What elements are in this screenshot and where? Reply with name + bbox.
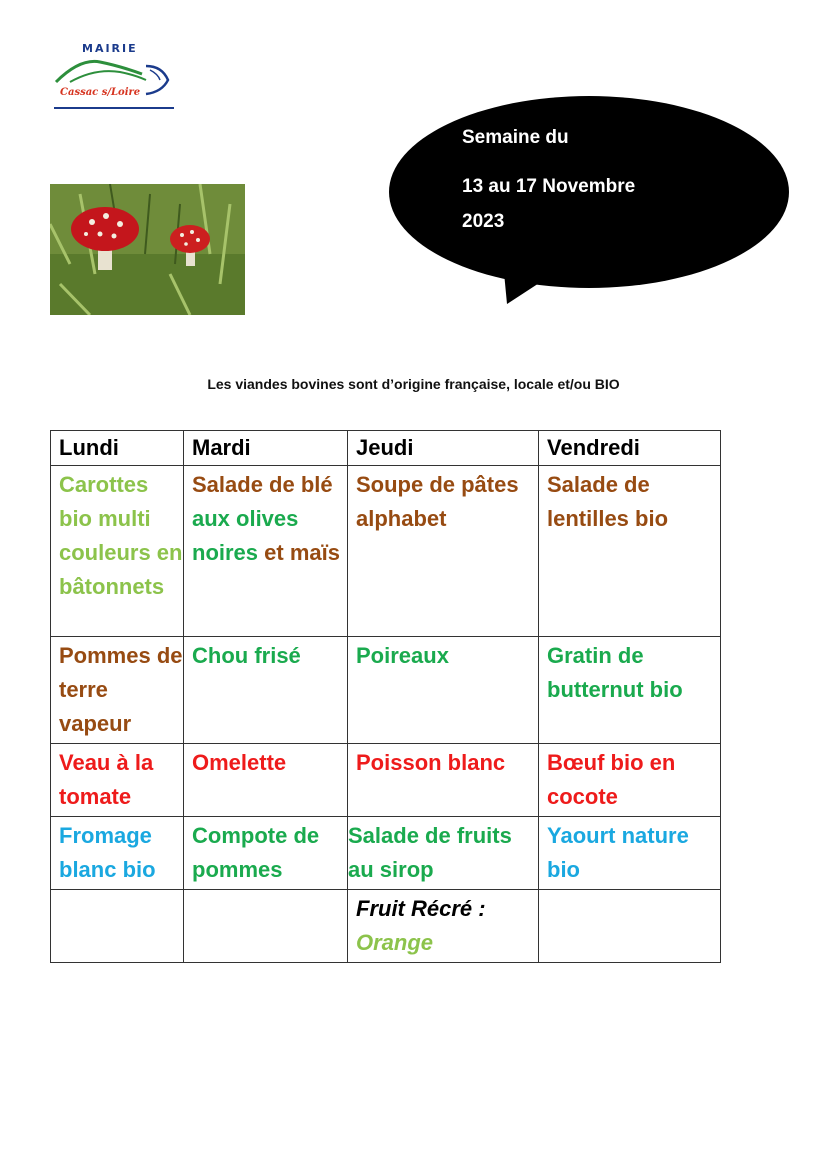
menu-cell-empty [51, 890, 184, 963]
mushroom-photo [50, 184, 245, 315]
menu-cell [539, 466, 721, 637]
menu-cell [51, 637, 184, 744]
menu-cell [348, 744, 539, 817]
menu-cell-empty [184, 890, 348, 963]
fruit-value: Orange [356, 930, 434, 955]
dish-text: Poireaux [356, 643, 449, 668]
menu-cell [539, 817, 721, 890]
logo-town: Cassac s/Loire [60, 87, 141, 98]
menu-row-mains [51, 744, 721, 817]
dish-text: Bœuf bio en cocote [547, 750, 676, 809]
menu-cell [51, 817, 184, 890]
menu-cell [348, 466, 539, 637]
menu-cell [539, 744, 721, 817]
dish-text: Salade de fruits au sirop [348, 823, 512, 882]
mairie-logo [50, 40, 178, 112]
dish-text: Soupe de pâtes alphabet [356, 472, 519, 531]
dish-text: Gratin de butternut bio [547, 643, 683, 702]
dish-text: Compote de pommes [192, 823, 320, 882]
dish-text: Pommes de terre vapeur [59, 643, 183, 736]
speech-bubble [385, 90, 795, 315]
menu-cell [348, 890, 539, 963]
week-label-line-2: 13 au 17 Novembre [462, 176, 636, 197]
dish-text: Chou frisé [192, 643, 301, 668]
menu-table [50, 430, 721, 963]
menu-cell [348, 637, 539, 744]
week-label-line-3: 2023 [462, 211, 505, 232]
dish-text: Veau à la tomate [59, 750, 154, 809]
menu-cell [184, 466, 348, 637]
dish-text: Yaourt nature bio [547, 823, 689, 882]
fruit-label: Fruit Récré : [356, 896, 486, 921]
mushroom-photo-icon [50, 184, 245, 315]
header-vendredi: Vendredi [539, 431, 721, 466]
menu-cell-empty [539, 890, 721, 963]
menu-cell [184, 637, 348, 744]
dish-text: aux olives noires [192, 506, 299, 565]
menu-cell [348, 817, 539, 890]
menu-row-sides [51, 637, 721, 744]
menu-cell [51, 744, 184, 817]
menu-row-starters [51, 466, 721, 637]
dish-text: Omelette [192, 750, 287, 775]
header-jeudi: Jeudi [348, 431, 539, 466]
meat-origin-note: Les viandes bovines sont d’origine française, locale et/ou BIO [207, 376, 620, 392]
dish-text: et maïs [258, 540, 340, 565]
menu-cell [184, 817, 348, 890]
menu-header-row [51, 431, 721, 466]
dish-text: Poisson blanc [356, 750, 506, 775]
logo-title: MAIRIE [82, 42, 138, 55]
dish-text: Carottes bio multi couleurs en bâtonnets [59, 472, 183, 599]
menu-cell [539, 637, 721, 744]
dish-text: Salade de lentilles bio [547, 472, 669, 531]
menu-row-desserts [51, 817, 721, 890]
dish-text: Fromage blanc bio [59, 823, 156, 882]
dish-text: Salade de blé [192, 472, 333, 497]
menu-row-fruit [51, 890, 721, 963]
week-label-line-1: Semaine du [462, 127, 569, 148]
header-lundi: Lundi [51, 431, 184, 466]
menu-cell [51, 466, 184, 637]
header-mardi: Mardi [184, 431, 348, 466]
menu-cell [184, 744, 348, 817]
